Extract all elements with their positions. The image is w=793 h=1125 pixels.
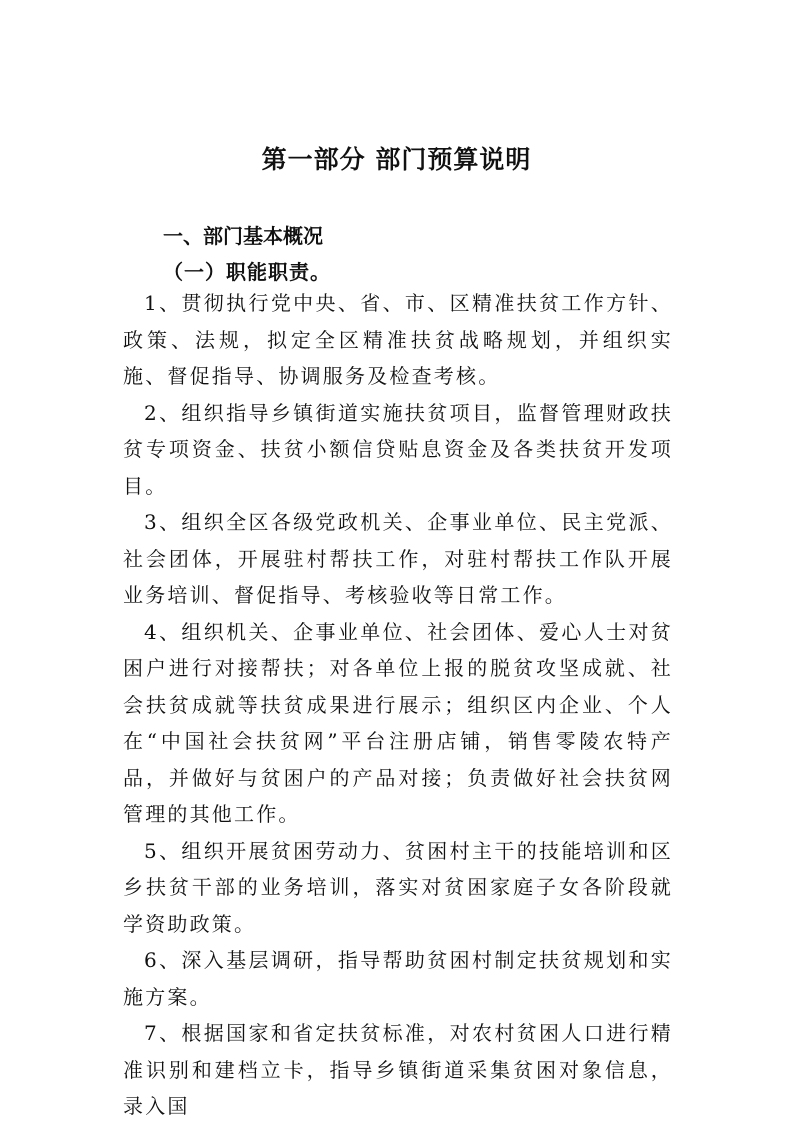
paragraph-1: 1、贯彻执行党中央、省、市、区精准扶贫工作方针、政策、法规，拟定全区精准扶贫战略规划，并组织实施、督促指导、协调服务及检查考核。 xyxy=(123,291,673,388)
subsection-heading: （一）职能职责。 xyxy=(163,260,331,284)
paragraph-4: 4、组织机关、企事业单位、社会团体、爱心人士对贫困户进行对接帮扶；对各单位上报的脱贫攻坚成就、社会扶贫成就等扶贫成果进行展示；组织区内企业、个人在“中国社会扶贫网”平台注册店铺，销售零陵农特产品，并做好与贫困户的产品对接；负责做好社会扶贫网管理的其他工作。 xyxy=(123,619,673,826)
page-title: 第一部分 部门预算说明 xyxy=(261,145,532,174)
paragraph-2: 2、组织指导乡镇街道实施扶贫项目，监督管理财政扶贫专项资金、扶贫小额信贷贴息资金及各类扶贫开发项目。 xyxy=(123,400,673,498)
paragraph-5: 5、组织开展贫困劳动力、贫困村主干的技能培训和区乡扶贫干部的业务培训，落实对贫困家庭子女各阶段就学资助政策。 xyxy=(123,838,673,936)
paragraph-6: 6、深入基层调研，指导帮助贫困村制定扶贫规划和实施方案。 xyxy=(123,948,673,1009)
paragraph-7: 7、根据国家和省定扶贫标准，对农村贫困人口进行精准识别和建档立卡，指导乡镇街道采集贫困对象信息，录入国 xyxy=(123,1021,673,1118)
body-text xyxy=(123,285,673,1125)
section-heading: 一、部门基本概况 xyxy=(163,224,323,248)
paragraph-3: 3、组织全区各级党政机关、企事业单位、民主党派、社会团体，开展驻村帮扶工作，对驻村帮扶工作队开展业务培训、督促指导、考核验收等日常工作。 xyxy=(123,510,673,607)
